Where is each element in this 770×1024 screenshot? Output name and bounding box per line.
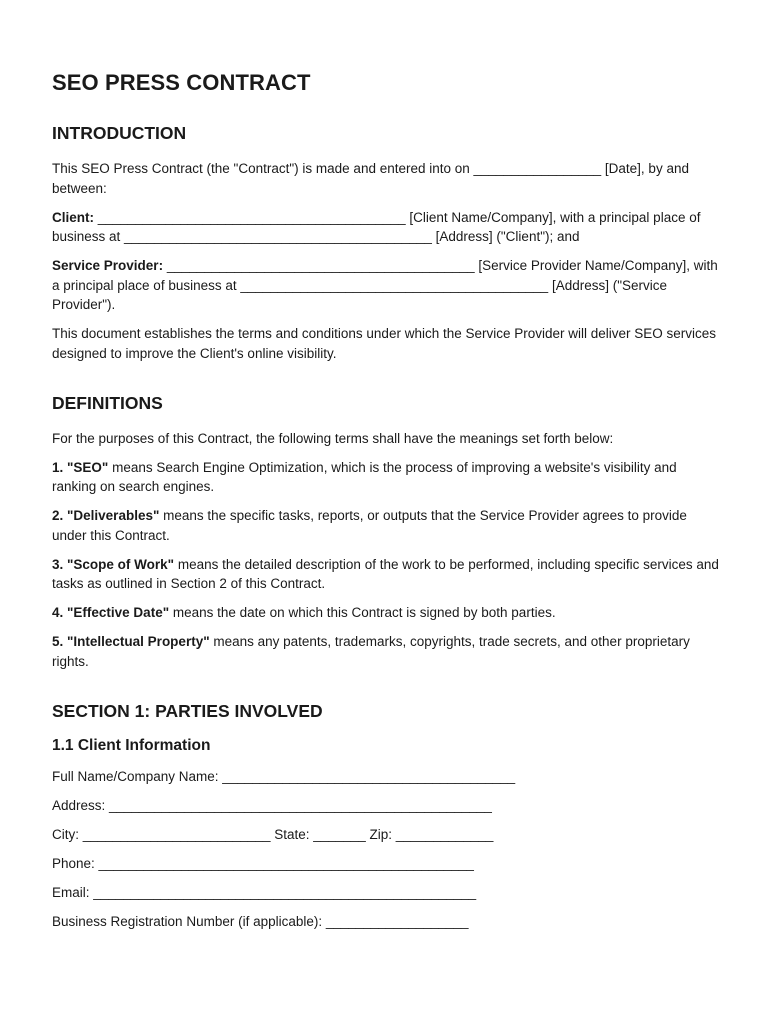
client-label: Client: <box>52 209 94 225</box>
definition-term: 4. "Effective Date" <box>52 605 170 620</box>
definition-item <box>52 603 724 623</box>
definition-text: means the detailed description of the work to be performed, including specific services and tasks as outlined in Section 2 of this Contract. <box>52 556 719 591</box>
document-title: SEO PRESS CONTRACT <box>52 70 311 95</box>
client-info-subheading: 1.1 Client Information <box>52 736 211 754</box>
address-field[interactable]: Address: ___________________________________________________ <box>52 797 492 813</box>
city-state-zip-field[interactable]: City: _________________________ State: _______ Zip: _____________ <box>52 826 494 842</box>
definition-text: means Search Engine Optimization, which is the process of improving a website's visibility and ranking on search engines. <box>52 459 677 494</box>
definition-term: 2. "Deliverables" <box>52 508 160 523</box>
phone-field[interactable]: Phone: __________________________________________________ <box>52 855 474 871</box>
document-page <box>52 70 724 941</box>
definition-item <box>52 632 724 671</box>
definition-term: 3. "Scope of Work" <box>52 556 175 572</box>
definition-text: means the specific tasks, reports, or outputs that the Service Provider agrees to provide under this Contract. <box>52 508 687 543</box>
provider-label: Service Provider: <box>52 258 164 273</box>
definition-term: 1. "SEO" <box>52 459 109 475</box>
client-paragraph <box>52 208 724 247</box>
intro-paragraph: This SEO Press Contract (the "Contract") is made and entered into on _________________ [Date], by and between: <box>52 161 689 196</box>
section1-heading: SECTION 1: PARTIES INVOLVED <box>52 700 323 721</box>
definition-item <box>52 555 724 594</box>
definition-term: 5. "Intellectual Property" <box>52 634 210 649</box>
definition-text: means the date on which this Contract is signed by both parties. <box>169 605 556 620</box>
definition-text: means any patents, trademarks, copyrights, trade secrets, and other proprietary rights. <box>52 634 690 669</box>
full-name-field[interactable]: Full Name/Company Name: _______________________________________ <box>52 768 516 784</box>
provider-paragraph <box>52 256 724 315</box>
introduction-heading: INTRODUCTION <box>52 123 187 143</box>
definition-item <box>52 458 724 497</box>
definitions-heading: DEFINITIONS <box>52 392 163 413</box>
client-text: _________________________________________ [Client Name/Company], with a principal place of business at _________________________________________ [Address] ("Client"); and <box>52 209 701 244</box>
business-registration-field[interactable]: Business Registration Number (if applicable): ___________________ <box>52 913 469 929</box>
definitions-lead: For the purposes of this Contract, the following terms shall have the meanings set forth below: <box>52 430 614 446</box>
provider-text: _________________________________________ [Service Provider Name/Company], with a principal place of business at _________________________________________ [Address] ("Service Provider"). <box>52 258 718 312</box>
purpose-paragraph: This document establishes the terms and conditions under which the Service Provider will deliver SEO services designed to improve the Client's online visibility. <box>52 326 717 361</box>
definition-item <box>52 506 724 545</box>
email-field[interactable]: Email: ___________________________________________________ <box>52 884 477 900</box>
